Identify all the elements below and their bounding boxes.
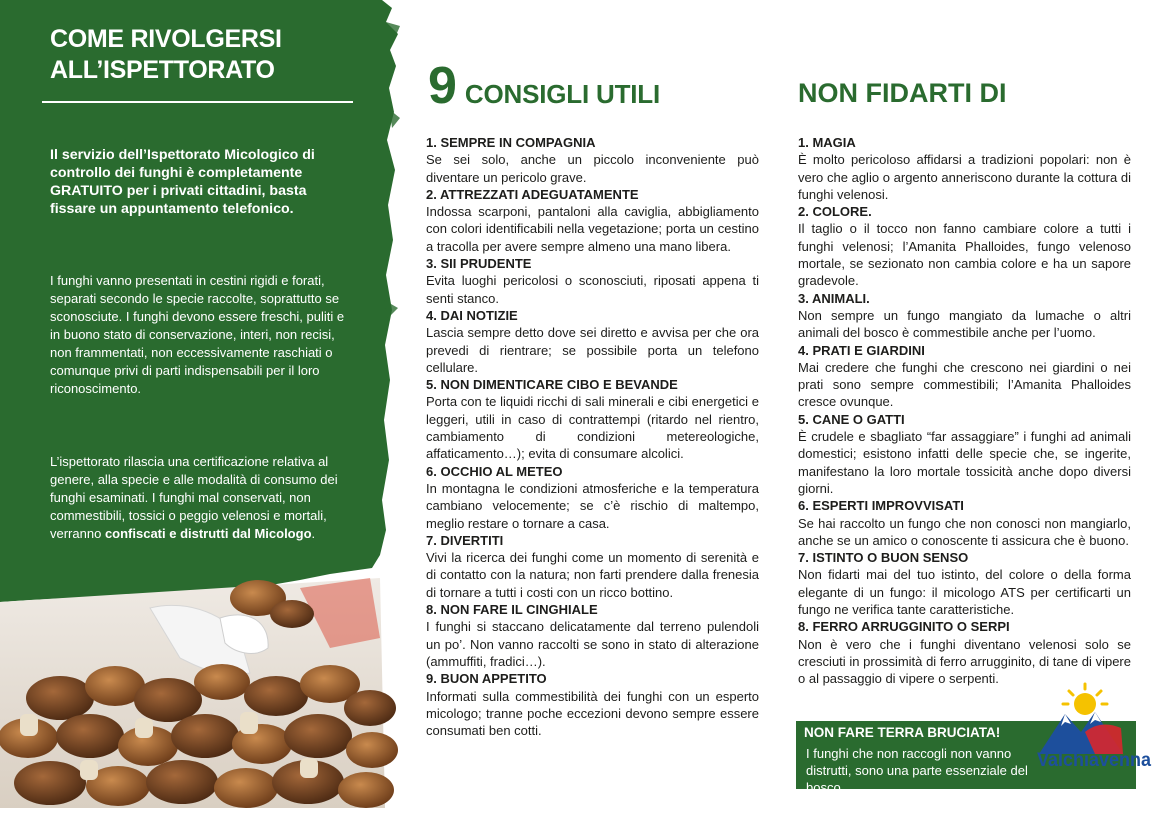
tip-item	[426, 463, 759, 532]
warning-item-text: Non sempre un fungo mangiato da lumache o altri animali del bosco è commestibile anche per l’uomo.	[798, 307, 1131, 341]
warning-item-text: Non fidarti mai del tuo istinto, del colore o della forma elegante di un fungo: il micologo ATS per certificarti un fungo ne verifica tante caratteristiche.	[798, 567, 1131, 618]
tip-text: I funghi si staccano delicatamente dal terreno pulendoli un po’. Non vanno raccolti se sono in stato di alterazione (ammuffiti, fradici…).	[426, 619, 759, 669]
tip-title: 8. NON FARE IL CINGHIALE	[426, 602, 598, 618]
certification-text: L’ispettorato rilascia una certificazione relativa al genere, alla specie e alle modalità di consumo dei funghi esaminati. I funghi mal conservati, non commestibili, tossici o peggio velenosi e mortali, verranno	[50, 454, 338, 541]
tip-text: Evita luoghi pericolosi o sconosciuti, riposati appena ti senti stanco.	[426, 273, 759, 306]
tip-item	[426, 307, 759, 376]
tip-text: Se sei solo, anche un piccolo inconveniente può diventare un pericolo grave.	[426, 152, 759, 185]
intro-text: Il servizio dell’Ispettorato Micologico di controllo dei funghi è completamente GRATUITO per i privati cittadini, basta fissare un appuntamento telefonico.	[50, 147, 315, 217]
left-title-line1: COME RIVOLGERSI	[50, 25, 282, 53]
tip-item	[426, 255, 759, 307]
left-title	[50, 24, 350, 86]
tip-item	[426, 670, 759, 739]
title-divider	[42, 101, 353, 103]
tip-title: 6. OCCHIO AL METEO	[426, 463, 563, 479]
warning-item-title: 2. COLORE.	[798, 204, 872, 220]
tip-item	[426, 134, 759, 186]
tip-title: 7. DIVERTITI	[426, 532, 504, 548]
warning-item-text: Se hai raccolto un fungo che non conosci non mangiarlo, anche se un amico o conoscente ti assicura che è buono.	[798, 515, 1131, 548]
mushroom-basket-photo	[0, 578, 400, 808]
warning-item-title: 8. FERRO ARRUGGINITO O SERPI	[798, 619, 1010, 635]
warning-item-title: 6. ESPERTI IMPROVVISATI	[798, 498, 964, 514]
logo-text: Valchiavenna	[1037, 750, 1152, 771]
tip-text: In montagna le condizioni atmosferiche e la temperatura cambiano velocemente; se c’è rischio di maltempo, meglio restare o tornare a casa.	[426, 480, 759, 531]
warning-item-text: Il taglio o il tocco non fanno cambiare colore a tutti i funghi velenosi; l’Amanita Phalloides, fungo velenoso mortale, se sezionato non cambia colore e ha un sapore gradevole.	[798, 221, 1131, 289]
warning-item	[798, 549, 1131, 618]
tip-title: 2. ATTREZZATI ADEGUATAMENTE	[426, 186, 639, 202]
warning-item	[798, 411, 1131, 497]
tip-title: 4. DAI NOTIZIE	[426, 307, 518, 323]
certification-end: .	[311, 526, 316, 541]
sun-icon	[1063, 684, 1107, 715]
scorched-earth-title: NON FARE TERRA BRUCIATA!	[804, 725, 1001, 740]
tip-text: Informati sulla commestibilità dei funghi con un esperto micologo; tranne poche eccezioni devono sempre essere consumati ben cotti.	[426, 688, 759, 739]
warning-item	[798, 290, 1131, 342]
left-title-line2: ALL’ISPETTORATO	[50, 56, 275, 84]
presentation-paragraph: I funghi vanno presentati in cestini rigidi e forati, separati secondo le specie raccolte, soprattutto se sconosciute. I funghi devono essere freschi, puliti e in buono stato di conservazione, interi, non recisi, non frammentati, non eccessivamente raschiati o comunque privi di parti indispensabili per il loro riconoscimento.	[50, 273, 345, 396]
tips-heading-number: 9	[428, 57, 457, 115]
dont-trust-list	[798, 134, 1131, 688]
left-panel	[0, 0, 400, 826]
tip-text: Porta con te liquidi ricchi di sali minerali e cibi energetici e leggeri, utili in caso di contrattempi (ritardo nel rientro, cambiamento di condizioni metereologiche, affaticamento…); evita di consumare alcolici.	[426, 394, 759, 462]
warning-item	[798, 203, 1131, 289]
tip-text: Indossa scarponi, pantaloni alla caviglia, abbigliamento con colori identificabili nella vegetazione; porta un cestino a tracolla per avere sempre almeno una mano libera.	[426, 204, 759, 254]
tip-text: Vivi la ricerca dei funghi come un momento di serenità e di contatto con la natura; non farti prendere dalla frenesia di tornare a tutti i costi con un ricco bottino.	[426, 550, 759, 600]
warning-item-text: Non è vero che i funghi diventano velenosi solo se cresciuti in prossimità di ferro arrugginito, di tane di vipere o al passaggio di vipere o serpenti.	[798, 636, 1131, 687]
tip-item	[426, 186, 759, 255]
tips-list	[426, 134, 759, 739]
tip-item	[426, 532, 759, 601]
tip-item	[426, 601, 759, 670]
dont-trust-heading: NON FIDARTI DI	[798, 78, 1007, 108]
valchiavenna-logo	[1035, 682, 1153, 774]
warning-item	[798, 618, 1131, 687]
tip-title: 5. NON DIMENTICARE CIBO E BEVANDE	[426, 377, 678, 393]
warning-item-title: 4. PRATI E GIARDINI	[798, 342, 925, 358]
warning-item	[798, 134, 1131, 203]
mountain-icon	[1039, 712, 1123, 754]
scorched-earth-text: I funghi che non raccogli non vanno distrutti, sono una parte essenziale del bosco	[806, 746, 1028, 795]
tip-title: 9. BUON APPETITO	[426, 671, 547, 687]
warning-item-text: È crudele e sbagliato “far assaggiare” i funghi ad animali domestici; esistono infatti delle specie che, se ingerite, manifestano la loro mortale tossicità anche dopo diversi giorni.	[798, 429, 1131, 496]
warning-item-title: 3. ANIMALI.	[798, 290, 870, 306]
warning-item	[798, 497, 1131, 549]
tips-heading	[428, 58, 660, 122]
confiscation-highlight: confiscati e distrutti dal Micologo	[104, 526, 312, 541]
warning-item-text: Mai credere che funghi che crescono nei giardini o nei prati sono sempre commestibili; l’Amanita Phalloides cresce ovunque.	[798, 359, 1131, 410]
tip-item	[426, 376, 759, 462]
warning-item-title: 7. ISTINTO O BUON SENSO	[798, 550, 969, 566]
warning-item-text: È molto pericoloso affidarsi a tradizioni popolari: non è vero che aglio o argento anneriscono durante la cottura di funghi velenosi.	[798, 152, 1131, 202]
warning-item-title: 5. CANE O GATTI	[798, 411, 905, 427]
certification-paragraph	[50, 453, 355, 543]
tips-heading-text: CONSIGLI UTILI	[464, 79, 661, 109]
warning-item-title: 1. MAGIA	[798, 135, 856, 150]
tip-title: 1. SEMPRE IN COMPAGNIA	[426, 135, 596, 150]
tip-text: Lascia sempre detto dove sei diretto e avvisa per che ora prevedi di rientrare; se possibile porta un telefono cellulare.	[426, 325, 759, 375]
tip-title: 3. SII PRUDENTE	[426, 256, 532, 272]
warning-item	[798, 342, 1131, 411]
